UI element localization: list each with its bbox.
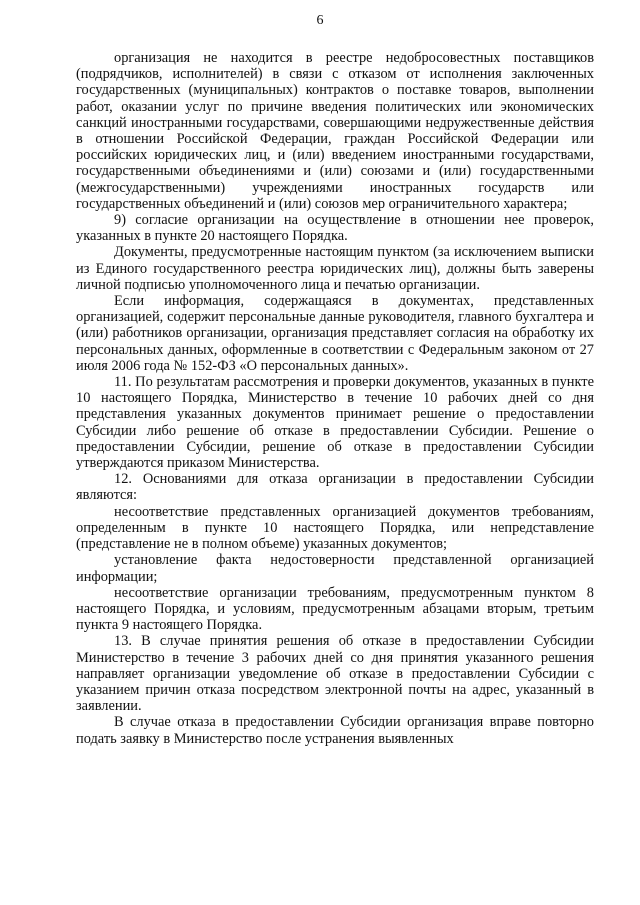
paragraph-personal-data: Если информация, содержащаяся в документах, представленных организацией, содержит персональные данные руководителя, главного бухгалтера и (или) работников организации, организация представляет согласия на обработку их персональных данных, оформленные в соответствии с Федеральным законом от 27 июля 2006 года № 152-ФЗ «О персональных данных». [76, 293, 594, 374]
paragraph-item-12: 12. Основаниями для отказа организации в предоставлении Субсидии являются: [76, 471, 594, 504]
paragraph-item-11: 11. По результатам рассмотрения и проверки документов, указанных в пункте 10 настоящего Порядка, Министерство в течение 10 рабочих дней со дня представления указанных документов принимает решение о предоставлении Субсидии либо решение об отказе в предоставлении Субсидии. Решение о предоставлении Субсидии, решение об отказе в предоставлении Субсидии утверждаются приказом Министерства. [76, 374, 594, 472]
paragraph-sanctions-condition: организация не находится в реестре недобросовестных поставщиков (подрядчиков, исполнителей) в связи с отказом от исполнения заключенных государственных (муниципальных) контрактов о поставке товаров, выполнении работ, оказании услуг по причине введения политических или экономических санкций иностранными государствами, совершающими недружественные действия в отношении Российской Федерации, граждан Российской Федерации или российских юридических лиц, и (или) введением иностранными государствами, государственными объединениями и (или) союзами и (или) государственными (межгосударственными) учреждениями иностранных государств или государственных объединений и (или) союзов мер ограничительного характера; [76, 50, 594, 212]
paragraph-item-13: 13. В случае принятия решения об отказе в предоставлении Субсидии Министерство в течение 3 рабочих дней со дня принятия указанного решения направляет организации уведомление об отказе в предоставлении Субсидии с указанием причин отказа посредством электронной почты на адрес, указанный в заявлении. [76, 633, 594, 715]
paragraph-refusal-ground-1: несоответствие представленных организацией документов требованиям, определенным в пункте 10 настоящего Порядка, или непредставление (представление не в полном объеме) указанных документов; [76, 503, 594, 553]
paragraph-resubmission: В случае отказа в предоставлении Субсидии организация вправе повторно подать заявку в Министерство после устранения выявленных [76, 714, 594, 747]
paragraph-refusal-ground-3: несоответствие организации требованиям, предусмотренным пунктом 8 настоящего Порядка, и условиям, предусмотренным абзацами вторым, третьим пункта 9 настоящего Порядка. [76, 584, 594, 634]
paragraph-documents-certification: Документы, предусмотренные настоящим пунктом (за исключением выписки из Единого государственного реестра юридических лиц), должны быть заверены личной подписью уполномоченного лица и печатью организации. [76, 244, 594, 293]
paragraph-refusal-ground-2: установление факта недостоверности представленной организацией информации; [76, 552, 594, 585]
page-number: 6 [316, 13, 324, 28]
paragraph-item-9-consent: 9) согласие организации на осуществление в отношении нее проверок, указанных в пункте 20 настоящего Порядка. [76, 212, 594, 245]
document-body [76, 50, 594, 747]
